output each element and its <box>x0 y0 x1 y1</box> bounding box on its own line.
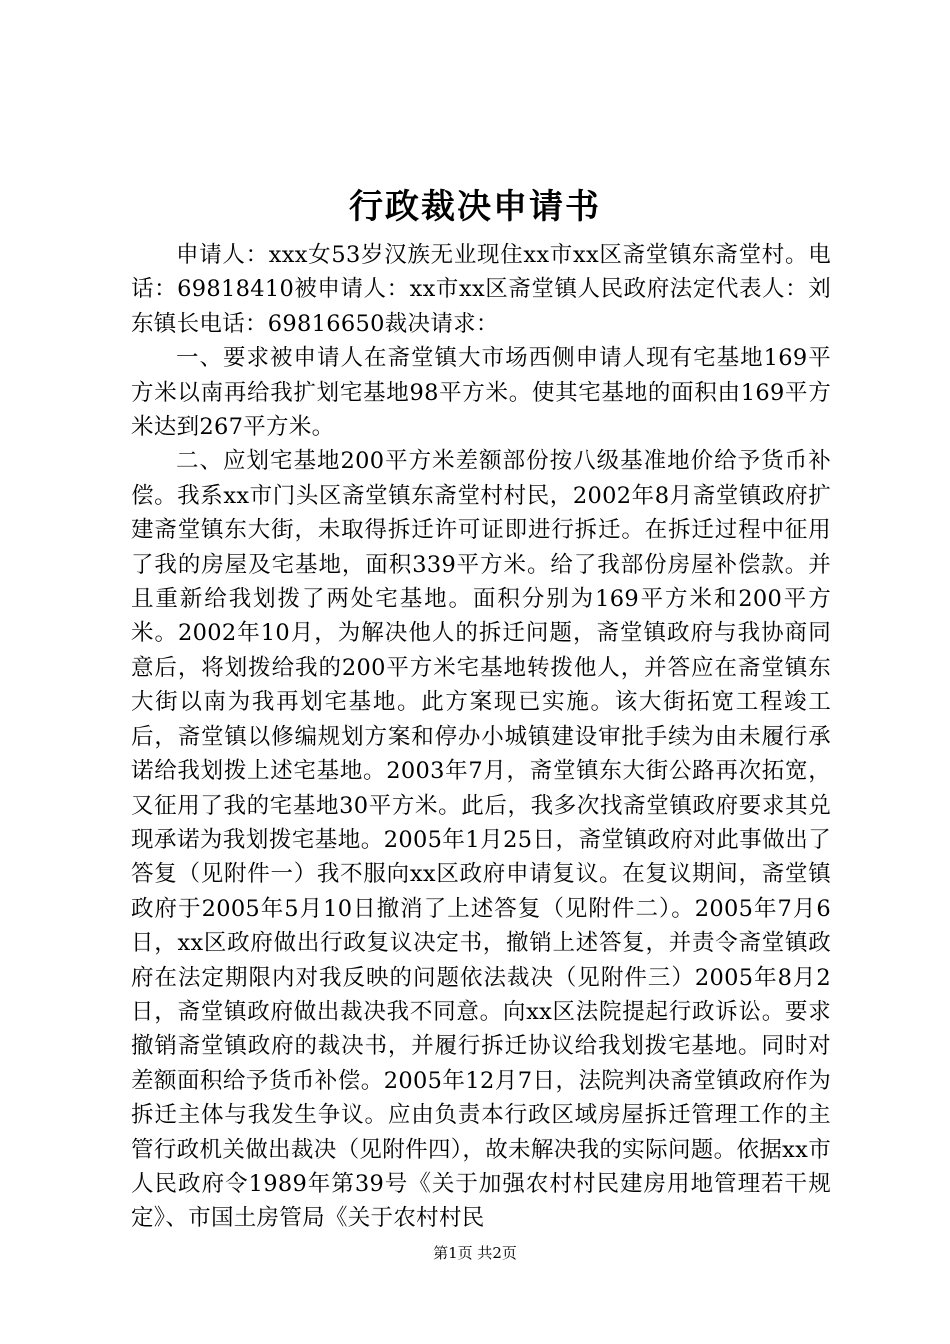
paragraph-request-two: 二、应划宅基地200平方米差额部份按八级基准地价给予货币补偿。我系xx市门头区斋堂镇东斋堂村村民，2002年8月斋堂镇政府扩建斋堂镇东大街，未取得拆迁许可证即进行拆迁。在拆迁过程中征用了我的房屋及宅基地，面积339平方米。给了我部份房屋补偿款。并且重新给我划拨了两处宅基地。面积分别为169平方米和200平方米。2002年10月，为解决他人的拆迁问题，斋堂镇政府与我协商同意后，将划拨给我的200平方米宅基地转拨他人，并答应在斋堂镇东大街以南为我再划宅基地。此方案现已实施。该大街拓宽工程竣工后，斋堂镇以修编规划方案和停办小城镇建设审批手续为由未履行承诺给我划拨上述宅基地。2003年7月，斋堂镇东大街公路再次拓宽，又征用了我的宅基地30平方米。此后，我多次找斋堂镇政府要求其兑现承诺为我划拨宅基地。2005年1月25日，斋堂镇政府对此事做出了答复（见附件一）我不服向xx区政府申请复议。在复议期间，斋堂镇政府于2005年5月10日撤消了上述答复（见附件二）。2005年7月6日，xx区政府做出行政复议决定书，撤销上述答复，并责令斋堂镇政府在法定期限内对我反映的问题依法裁决（见附件三）2005年8月2日，斋堂镇政府做出裁决我不同意。向xx区法院提起行政诉讼。要求撤销斋堂镇政府的裁决书，并履行拆迁协议给我划拨宅基地。同时对差额面积给予货币补偿。2005年12月7日，法院判决斋堂镇政府作为拆迁主体与我发生争议。应由负责本行政区域房屋拆迁管理工作的主管行政机关做出裁决（见附件四），故未解决我的实际问题。依据xx市人民政府令1989年第39号《关于加强农村村民建房用地管理若干规定》、市国土房管局《关于农村村民 <box>131 448 831 1232</box>
page-footer: 第1页 共2页 <box>433 1244 517 1262</box>
paragraph-applicant-info: 申请人：xxx女53岁汉族无业现住xx市xx区斋堂镇东斋堂村。电话：69818410被申请人：xx市xx区斋堂镇人民政府法定代表人：刘东镇长电话：69816650裁决请求： <box>131 242 831 337</box>
paragraph-request-one: 一、要求被申请人在斋堂镇大市场西侧申请人现有宅基地169平方米以南再给我扩划宅基地98平方米。使其宅基地的面积由169平方米达到267平方米。 <box>131 345 831 441</box>
document-body <box>131 238 831 1236</box>
document-title: 行政裁决申请书 <box>349 187 601 227</box>
